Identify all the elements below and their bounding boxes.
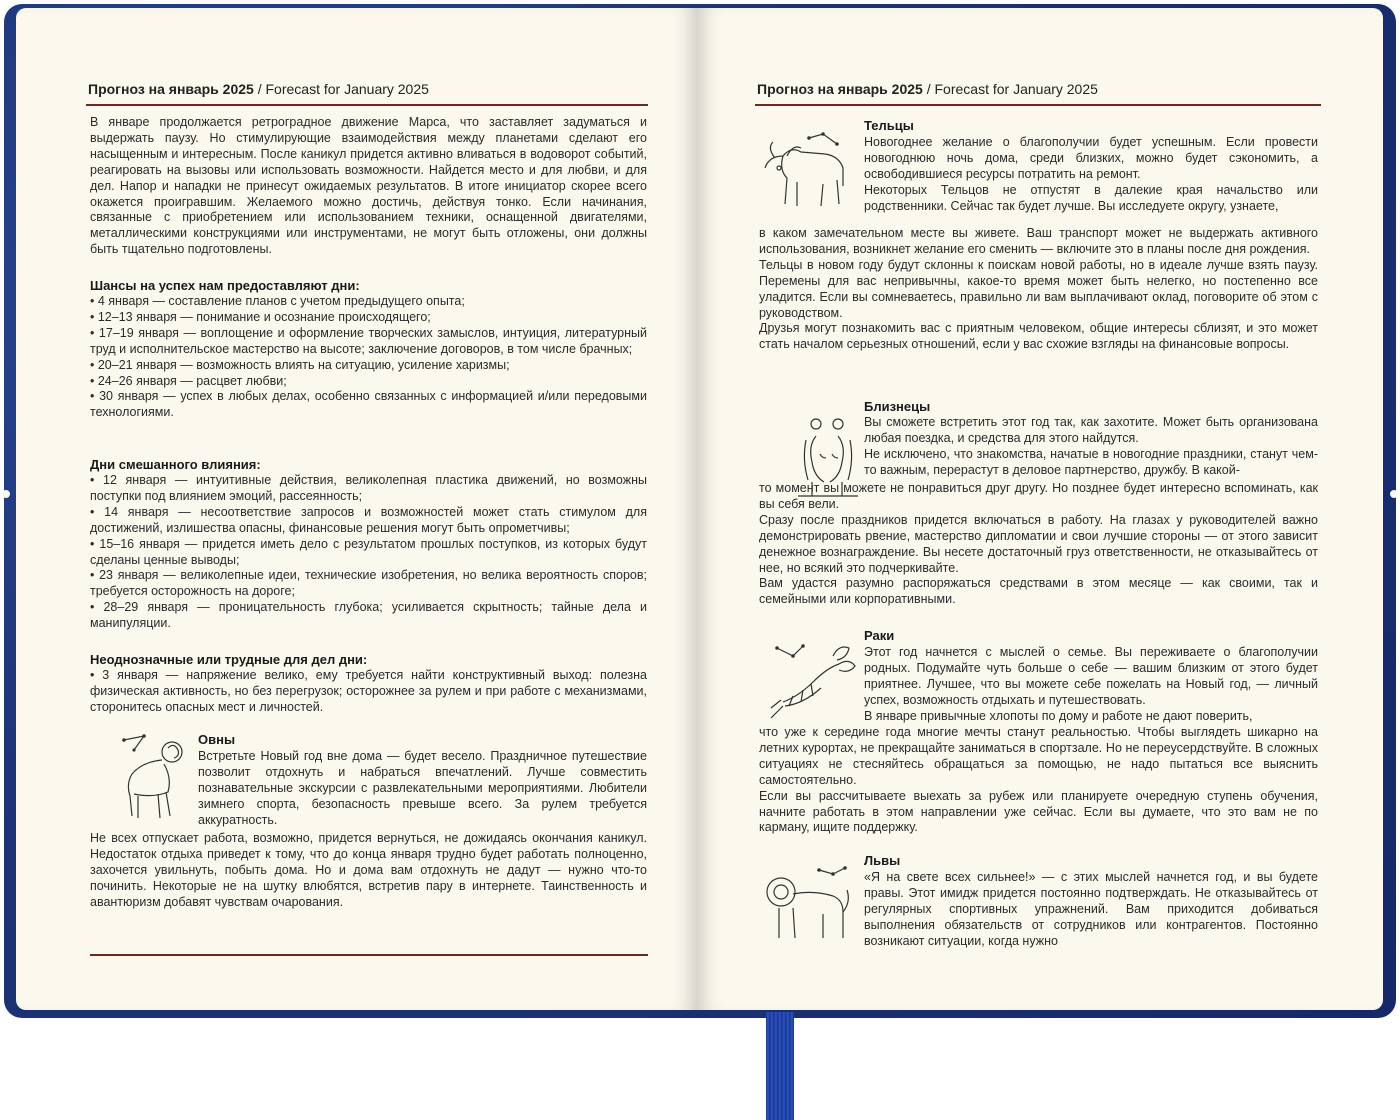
header-title-en: Forecast for January 2025 (265, 81, 429, 97)
taurus-paragraph-5: Друзья могут познакомить вас с приятным человеком, общие интересы сблизят, и это может стать началом серьезных отношений, если у вас схожие взгляды на финансовые вопросы. (759, 321, 1318, 352)
list-item: • 23 января — великолепные идеи, технические изобретения, но велика вероятность споров; требуется осторожность на дороге; (90, 568, 647, 599)
taurus-paragraph-2: Некоторых Тельцов не отпустят в далекие края начальство или родственники. Сейчас так будет лучше. Вы исследуете округу, узнаете, (864, 182, 1318, 213)
cancer-heading: Раки (864, 628, 895, 643)
list-item: • 14 января — несоответствие запросов и возможностей может стать стимулом для достижений, излишества опасны, финансовые решения могут быть опрометчивы; (90, 504, 647, 535)
taurus-bull-icon (757, 128, 853, 218)
gemini-paragraph-3: то момент вы можете не понравиться друг другу. Но позднее будет интересно вспоминать, как вы себя вели. (759, 481, 1318, 511)
header-title-ru: Прогноз на январь 2025 (757, 81, 923, 97)
header-separator: / (257, 81, 262, 97)
right-page (697, 8, 1383, 1010)
difficult-heading: Неоднозначные или трудные для дел дни: (90, 652, 368, 667)
taurus-text-top (864, 135, 1318, 215)
gemini-paragraph-1: Вы сможете встретить этот год так, как захотите. Может быть организована любая поездка, и средства для этого найдутся. (864, 415, 1318, 445)
cancer-crayfish-icon (763, 640, 859, 720)
leo-paragraph-1: «Я на свете всех сильнее!» — с этих мыслей начнется год, и вы будете правы. Этот имидж придется постоянно подтверждать. Не отказывайтесь от регулярных спортивных упражнений. Вам приходится добиваться выполнения обязательств от сотрудников или контрагентов. Постоянно возникают ситуации, когда нужно (864, 870, 1318, 948)
list-item: • 4 января — составление планов с учетом предыдущего опыта; (90, 294, 465, 308)
gemini-heading: Близнецы (864, 399, 931, 414)
page-edge-marker (2, 490, 10, 498)
taurus-text-bottom (759, 226, 1318, 353)
success-days-section (90, 278, 647, 421)
header-title-ru: Прогноз на январь 2025 (88, 81, 254, 97)
taurus-paragraph-3: в каком замечательном месте вы живете. Ваш транспорт может не выдержать активного использования, возникнет желание его сменить — включите это в планы после дня рождения. (759, 226, 1318, 256)
gemini-paragraph-2: Не исключено, что знакомства, начатые в новогодние праздники, станут чем-то важным, перерастут в деловое партнерство, дружбу. В какой- (864, 446, 1318, 477)
leo-text (864, 870, 1318, 950)
left-page (16, 8, 697, 1010)
difficult-days-section (90, 652, 647, 716)
list-item: • 17–19 января — воплощение и оформление творческих замыслов, интуиция, литературный труд и исполнительское мастерство на высоте; заключение договоров, в том числе брачных; (90, 325, 647, 356)
list-item: • 12 января — интуитивные действия, великолепная пластика движений, но возможны поступки под влиянием эмоций, рассеянность; (90, 473, 647, 503)
list-item: • 28–29 января — проницательность глубока; усиливается скрытность; тайные дела и манипуляции. (90, 600, 647, 631)
cancer-text-bottom (759, 725, 1318, 836)
aries-paragraph-1: Встретьте Новый год вне дома — будет весело. Праздничное путешествие позволит отдохнуть и набраться впечатлений. Лучше совместить познавательные экскурсии с развлекательными мероприятиями. Любители зимнего спорта, безопасность превыше всего. За рулем требуется аккуратность. (198, 749, 647, 827)
gemini-text-top (864, 415, 1318, 479)
page-header (757, 81, 1098, 97)
header-rule (86, 104, 648, 106)
taurus-heading: Тельцы (864, 118, 914, 133)
cancer-paragraph-1: Этот год начнется с мыслей о семье. Вы переживаете о благополучии родных. Подумайте чуть больше о себе — вашим близким от этого будет приятнее. Лучшее, что вы можете себе пожелать на Новый год, — личный успех, возможность отдыхать и путешествовать. (864, 645, 1318, 707)
list-item: • 20–21 января — возможность влиять на ситуацию, усиление харизмы; (90, 357, 510, 372)
cancer-paragraph-2: В январе привычные хлопоты по дому и работе не дают поверить, (864, 708, 1253, 723)
footer-rule (90, 954, 648, 956)
aries-ram-icon (114, 730, 194, 826)
list-item: • 3 января — напряжение велико, ему требуется найти конструктивный выход: полезна физическая активность, но без перегрузок; осторожнее за рулем и при работе с механизмами, сторонитесь опасных мест и личностей. (90, 668, 647, 714)
list-item: • 30 января — успех в любых делах, особенно связанных с информацией и/или передовыми технологиями. (90, 389, 647, 420)
gemini-text-bottom (759, 481, 1318, 608)
intro-paragraph: В январе продолжается ретроградное движение Марса, что заставляет задуматься и выдержать паузу. Но стимулирующие взаимодействия между планетами сделают его насыщенным и интересным. После каникул придется активно вливаться в водоворот событий, реагировать на вызовы или использовать возможности. Найдется место и для любви, и для дел. Напор и нападки не принесут ожидаемых результатов. В итоге инициатор скорее всего окажется проигравшим. Желаемого можно достичь, действуя тонко. Если начинания, связанные с приобретением или использованием техники, оснащенной двигателями, металлическими конструкциями или инструментами, не могут быть отложены, они должны быть тщательно подготовлены. (90, 115, 647, 257)
page-edge-marker (1390, 490, 1398, 498)
intro-section (90, 115, 647, 258)
gemini-paragraph-4: Сразу после праздников придется включаться в работу. На глазах у руководителей важно демонстрировать рвение, мастерство дипломатии и свои лучшие стороны — от этого зависит денежное вознаграждение. Вы несете достаточный груз ответственности, не отказывайтесь от нее, но всякий это подчеркивайте. (759, 512, 1318, 575)
leo-heading: Львы (864, 853, 901, 868)
cancer-paragraph-3: что уже к середине года многие мечты станут реальностью. Чтобы выглядеть шикарно на летних курортах, не прекращайте заниматься в спортзале. Но не переусердствуйте. В сложных ситуациях не стесняйтесь обращаться за помощью, не надо пытаться все выяснить самостоятельно. (759, 725, 1318, 787)
aries-paragraph-2: Не всех отпускает работа, возможно, придется вернуться, не дожидаясь окончания каникул. Недостаток отдыха приведет к тому, что до конца января трудно будет работать полноценно, захочется увильнуть, побыть дома. Но и дома вам отдохнуть не дадут — нужно что-то починить. Некоторые не на шутку влюбятся, встретив пару в интернете. Таинственность и авантюризм добавят чувствам очарования. (90, 831, 647, 909)
bookmark-ribbon[interactable] (766, 1012, 794, 1120)
gemini-paragraph-5: Вам удастся разумно распоряжаться средствами в этом месяце — как своими, так и семейными или корпоративными. (759, 576, 1318, 607)
success-heading: Шансы на успех нам предоставляют дни: (90, 278, 360, 293)
taurus-paragraph-1: Новогоднее желание о благополучии будет успешным. Если провести новогоднюю ночь дома, среди близких, можно будет сэкономить, а освободившиеся ресурсы потратить на ремонт. (864, 135, 1318, 181)
aries-text-bottom (90, 831, 647, 911)
page-header (88, 81, 429, 97)
mixed-days-section (90, 457, 647, 632)
header-rule (755, 104, 1321, 106)
leo-lion-icon (759, 864, 855, 946)
header-separator: / (926, 81, 931, 97)
aries-text-top (198, 749, 647, 829)
list-item: • 24–26 января — расцвет любви; (90, 373, 287, 388)
cancer-paragraph-4: Если вы рассчитываете выехать за рубеж или планируете очередную ступень обучения, начните работать в этом направлении уже сейчас. Если вы думаете, что это вам не по карману, ищите поддержку. (759, 788, 1318, 835)
mixed-heading: Дни смешанного влияния: (90, 457, 261, 472)
aries-heading: Овны (198, 732, 236, 747)
taurus-paragraph-4: Тельцы в новом году будут склонны к поискам новой работы, но в идеале лучше взять паузу. Перемены для вас непривычны, какое-то время может быть нелегко, но постепенно все уладится. Если вы сомневаетесь, правильно ли вам выплачивают оклад, поговорите об этом с руководством. (759, 257, 1318, 320)
list-item: • 15–16 января — придется иметь дело с результатом прошлых поступков, из которых будут сделаны ценные выводы; (90, 536, 647, 567)
header-title-en: Forecast for January 2025 (934, 81, 1098, 97)
list-item: • 12–13 января — понимание и осознание происходящего; (90, 309, 431, 324)
cancer-text-top (864, 645, 1318, 725)
